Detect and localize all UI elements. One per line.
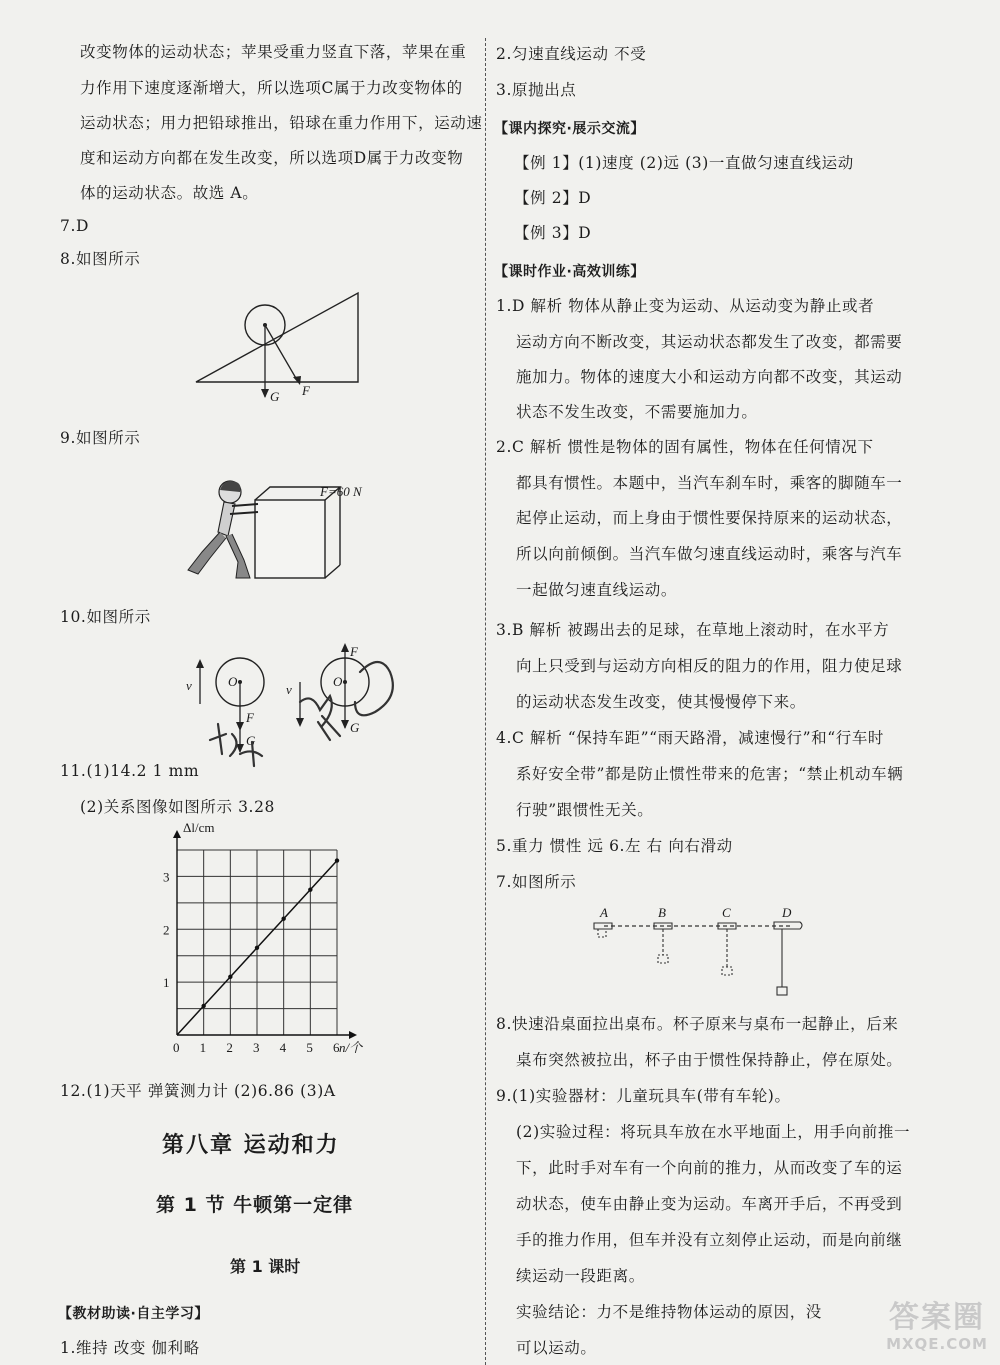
- text-line: 力作用下速度逐渐增大，所以选项C属于力改变物体的: [80, 79, 463, 97]
- answer-12: 12.(1)天平 弹簧测力计 (2)6.86 (3)A: [60, 1082, 336, 1100]
- hw-3-line: 的运动状态发生改变，使其慢慢停下来。: [516, 693, 806, 711]
- x-tick-label: 4: [279, 1040, 287, 1055]
- explore-heading: 【课内探究·展示交流】: [494, 121, 645, 137]
- hw-9-line: 可以运动。: [516, 1339, 597, 1357]
- force-label: F: [302, 383, 310, 398]
- answer-11-1: 11.(1)14.2 1 mm: [60, 762, 200, 780]
- hw-1-line: 1.D 解析 物体从静止变为运动、从运动变为静止或者: [496, 297, 875, 315]
- chart-axes: [173, 830, 357, 1039]
- hw-9-line: 9.(1)实验器材：儿童玩具车(带有车轮)。: [496, 1087, 791, 1105]
- hw-4-line: 行驶”跟惯性无关。: [516, 801, 654, 819]
- hw-2-line: 所以向前倾倒。当汽车做匀速直线运动时，乘客与汽车: [516, 545, 903, 563]
- x-axis-arrow: [349, 1031, 357, 1039]
- hw-9-line: 实验结论：力不是维持物体运动的原因，没: [516, 1303, 822, 1321]
- right-column: [486, 0, 1000, 1365]
- point-d-label: D: [782, 905, 792, 920]
- answer-2: 2.匀速直线运动 不受: [496, 45, 647, 63]
- x-tick-label: 0: [173, 1040, 180, 1055]
- hw-5-6: 5.重力 惯性 远 6.左 右 向右滑动: [496, 837, 733, 855]
- answer-9: 9.如图所示: [60, 429, 141, 447]
- hw-7: 7.如图所示: [496, 873, 577, 891]
- text-line: 度和运动方向都在发生改变，所以选项D属于力改变物: [80, 149, 464, 167]
- cup-tablecloth-diagram: [586, 905, 826, 1000]
- y-axis-label: Δl/cm: [183, 820, 215, 835]
- data-point: [335, 858, 339, 862]
- hw-2-line: 2.C 解析 惯性是物体的固有属性，物体在任何情况下: [496, 438, 874, 456]
- chart-ticks: [163, 869, 340, 1055]
- watermark-logo: [882, 1301, 992, 1359]
- hw-2-line: 都具有惯性。本题中，当汽车刹车时，乘客的脚随车一: [516, 474, 903, 492]
- hw-9-line: 下，此时手对车有一个向前的推力，从而改变了车的运: [516, 1159, 903, 1177]
- hw-8-line: 桌布突然被拉出，杯子由于惯性保持静止，停在原处。: [516, 1051, 903, 1069]
- hw-9-line: 续运动一段距离。: [516, 1267, 645, 1285]
- answer-7: 7.D: [60, 217, 90, 235]
- section-title: 第 1 节 牛顿第一定律: [156, 1194, 354, 1216]
- hw-2-line: 起停止运动，而上身由于惯性要保持原来的运动状态，: [516, 509, 903, 527]
- x-tick-label: 2: [226, 1040, 233, 1055]
- hw-1-line: 状态不发生改变，不需要施加力。: [516, 403, 758, 421]
- hw-2-line: 一起做匀速直线运动。: [516, 581, 678, 599]
- hw-3-line: 3.B 解析 被踢出去的足球，在草地上滚动时，在水平方: [496, 621, 890, 639]
- force-label: F=60 N: [320, 484, 362, 499]
- hw-4-line: 系好安全带”都是防止惯性带来的危害；“禁止机动车辆: [516, 765, 904, 783]
- data-point: [201, 1004, 205, 1008]
- hw-8-line: 8.快速沿桌面拉出桌布。杯子原来与桌布一起静止，后来: [496, 1015, 899, 1033]
- self-study-answer-1: 1.维持 改变 伽利略: [60, 1339, 200, 1357]
- hw-4-line: 4.C 解析 “保持车距”“雨天路滑，减速慢行”和“行车时: [496, 729, 885, 747]
- velocity-label: v: [286, 682, 292, 697]
- data-point: [281, 917, 285, 921]
- example-3: 【例 3】D: [514, 224, 592, 242]
- gravity-label: G: [270, 389, 280, 404]
- chart-grid: [177, 850, 337, 1035]
- watermark-line1: 答案圈: [889, 1300, 985, 1335]
- text-line: 运动状态；用力把铅球推出，铅球在重力作用下，运动速: [80, 114, 483, 132]
- hw-1-line: 施加力。物体的速度大小和运动方向都不改变，其运动: [516, 368, 903, 386]
- y-axis-arrow: [173, 830, 181, 838]
- gravity-label: G: [350, 720, 360, 735]
- incline-force-diagram: [190, 285, 370, 410]
- data-point: [255, 946, 259, 950]
- x-tick-label: 1: [199, 1040, 207, 1055]
- answer-8: 8.如图所示: [60, 250, 141, 268]
- x-axis-label: n/个: [339, 1040, 363, 1055]
- force-label: F: [350, 644, 358, 659]
- point-c-label: C: [722, 905, 731, 920]
- y-tick-label: 3: [163, 869, 170, 885]
- hw-1-line: 运动方向不断改变，其运动状态都发生了改变，都需要: [516, 333, 903, 351]
- example-2: 【例 2】D: [514, 189, 592, 207]
- watermark-line2: MXQE.COM: [886, 1335, 988, 1353]
- y-tick-label: 2: [163, 922, 170, 938]
- handwriting-scribble: [210, 662, 393, 766]
- hw-9-line: 动状态，使车由静止变为运动。车离开手后，不再受到: [516, 1195, 903, 1213]
- data-point: [308, 887, 312, 891]
- center-label: O: [333, 674, 343, 689]
- force-label: F: [246, 710, 254, 725]
- lesson-title: 第 1 课时: [230, 1257, 301, 1276]
- chapter-title: 第八章 运动和力: [162, 1133, 340, 1158]
- data-point: [228, 975, 232, 979]
- point-b-label: B: [658, 905, 666, 920]
- gravity-label: G: [246, 733, 256, 748]
- example-1: 【例 1】(1)速度 (2)远 (3)一直做匀速直线运动: [514, 154, 854, 172]
- text-line: 改变物体的运动状态；苹果受重力竖直下落，苹果在重: [80, 43, 467, 61]
- center-label: O: [228, 674, 238, 689]
- y-tick-label: 1: [163, 975, 170, 991]
- hw-9-line: 手的推力作用，但车并没有立刻停止运动，而是向前继: [516, 1231, 903, 1249]
- text-line: 体的运动状态。故选 A。: [80, 184, 259, 202]
- point-a-label: A: [600, 905, 608, 920]
- hw-9-line: (2)实验过程：将玩具车放在水平地面上，用手向前推一: [516, 1123, 911, 1141]
- x-tick-label: 3: [253, 1040, 260, 1055]
- answer-11-2: (2)关系图像如图所示 3.28: [80, 798, 275, 816]
- answer-10: 10.如图所示: [60, 608, 151, 626]
- self-study-heading: 【教材助读·自主学习】: [58, 1306, 209, 1322]
- velocity-label: v: [186, 678, 192, 693]
- hw-3-line: 向上只受到与运动方向相反的阻力的作用，阻力使足球: [516, 657, 903, 675]
- x-tick-label: 5: [306, 1040, 313, 1055]
- left-column: [0, 0, 485, 1365]
- x-tick-label: 6: [333, 1040, 340, 1055]
- answer-3: 3.原抛出点: [496, 81, 577, 99]
- ball-forces-diagram: [170, 642, 410, 770]
- homework-heading: 【课时作业·高效训练】: [494, 264, 645, 280]
- person-pushing-box-diagram: [180, 470, 380, 585]
- spring-extension-chart: [150, 820, 410, 1065]
